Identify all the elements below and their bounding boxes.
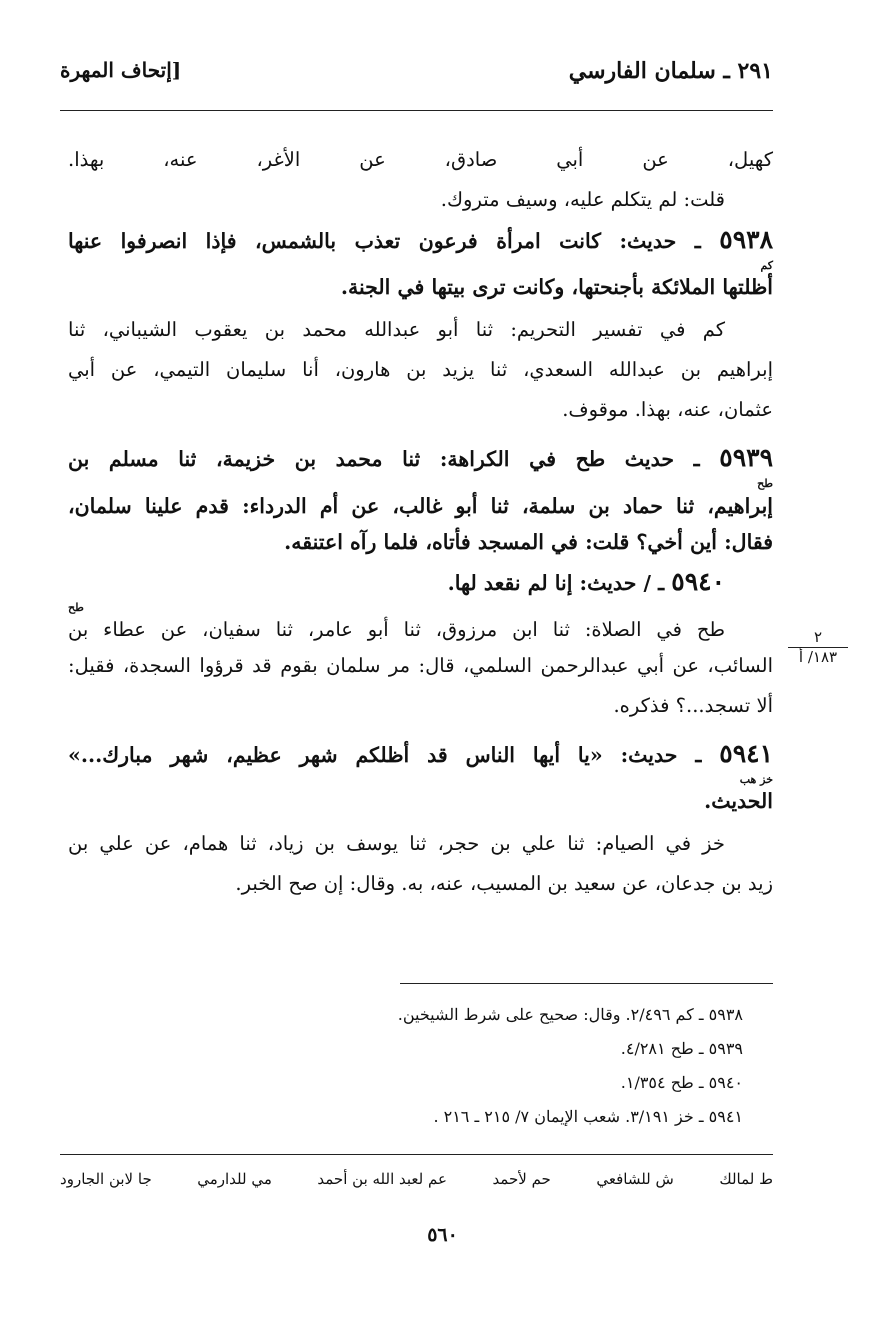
footnote: ٥٩٣٨ ـ كم ٢/٤٩٦. وقال: صحيح على شرط الشيخين. — [397, 1005, 743, 1024]
footnotes — [200, 998, 743, 1134]
abbreviation: مي للدارمي — [197, 1170, 272, 1188]
hadith-number: ٥٩٣٨ — [719, 225, 773, 254]
text-line: قلت: لم يتكلم عليه، وسيف متروك. — [440, 188, 725, 211]
hadith-number: ٥٩٤١ — [719, 739, 774, 768]
hadith-5938-line: ٥٩٣٨ ـ حديث: كانت امرأة فرعون تعذب بالشمس، فإذا انصرفوا عنها — [68, 225, 773, 254]
source-mark: خز هب — [739, 773, 773, 786]
hadith-5941-line: الحديث. — [704, 789, 773, 813]
hadith-5939-line: فقال: أين أخي؟ قلت: في المسجد فأتاه، فلما رآه اعتنقه. — [284, 530, 773, 554]
hadith-5940-line: ٥٩٤٠ ـ / حديث: إنا لم نقعد لها. — [447, 567, 725, 596]
hadith-5939-line: ٥٩٣٩ ـ حديث طح في الكراهة: ثنا محمد بن خزيمة، ثنا مسلم بن — [68, 443, 773, 472]
abbreviation: عم لعبد الله بن أحمد — [317, 1170, 447, 1188]
footnote: ٥٩٤٠ ـ طح ١/٣٥٤. — [620, 1073, 743, 1092]
chapter-title: ٢٩١ ـ سلمان الفارسي — [568, 58, 773, 84]
footnote: ٥٩٣٩ ـ طح ٤/٢٨١. — [620, 1039, 743, 1058]
hadith-number: ٥٩٤٠ — [671, 567, 725, 596]
hadith-number: ٥٩٣٩ — [719, 443, 773, 472]
commentary-line: زيد بن جدعان، عن سعيد بن المسيب، عنه، به. وقال: إن صح الخبر. — [235, 872, 773, 895]
main-text — [68, 140, 773, 904]
source-mark: طح — [757, 477, 773, 490]
commentary-line: السائب، عن أبي عبدالرحمن السلمي، قال: مر سلمان بقوم قد قرؤوا السجدة، فقيل: — [68, 654, 773, 677]
text-line: كهيل، عن أبي صادق، عن الأغر، عنه، بهذا. — [68, 148, 773, 171]
abbreviation: جا لابن الجارود — [60, 1170, 152, 1188]
commentary-line: إبراهيم بن عبدالله السعدي، ثنا يزيد بن هارون، أنا سليمان التيمي، عن أبي — [68, 358, 773, 381]
abbreviations-rule — [60, 1154, 773, 1155]
source-mark: طح — [68, 601, 84, 614]
commentary-line: كم في تفسير التحريم: ثنا أبو عبدالله محمد بن يعقوب الشيباني، ثنا — [68, 318, 725, 341]
book-title: [إتحاف المهرة — [60, 58, 182, 82]
commentary-line: خز في الصيام: ثنا علي بن حجر، ثنا يوسف بن زياد، ثنا همام، عن علي بن — [68, 832, 725, 855]
footnote: ٥٩٤١ ـ خز ٣/١٩١. شعب الإيمان ٧/ ٢١٥ ـ ٢١٦ . — [433, 1107, 743, 1126]
header-rule — [60, 110, 773, 111]
hadith-5941-line: ٥٩٤١ ـ حديث: «يا أيها الناس قد أظلكم شهر عظيم، شهر مبارك...» — [68, 739, 774, 768]
commentary-line: ألا تسجد...؟ فذكره. — [613, 694, 773, 717]
abbreviation: ط لمالك — [719, 1170, 773, 1188]
hadith-5939-line: إبراهيم، ثنا حماد بن سلمة، ثنا أبو غالب، عن أم الدرداء: قدم علينا سلمان، — [68, 494, 773, 518]
running-head — [60, 58, 773, 98]
page-number: ٥٦٠ — [427, 1224, 458, 1246]
abbreviation: ش للشافعي — [596, 1170, 674, 1188]
abbreviation: حم لأحمد — [492, 1170, 551, 1188]
commentary-line: طح في الصلاة: ثنا ابن مرزوق، ثنا أبو عامر، ثنا سفيان، عن عطاء بن — [68, 618, 725, 641]
hadith-5938-line: أظلتها الملائكة بأجنحتها، وكانت ترى بيتها في الجنة. — [340, 275, 773, 299]
manuscript-folio-note: ٢ ١٨٣/ أ — [788, 628, 848, 666]
commentary-line: عثمان، عنه، بهذا. موقوف. — [562, 398, 773, 421]
abbreviations-key — [60, 1170, 773, 1200]
footnote-rule — [400, 983, 773, 984]
source-mark: كم — [760, 259, 773, 272]
